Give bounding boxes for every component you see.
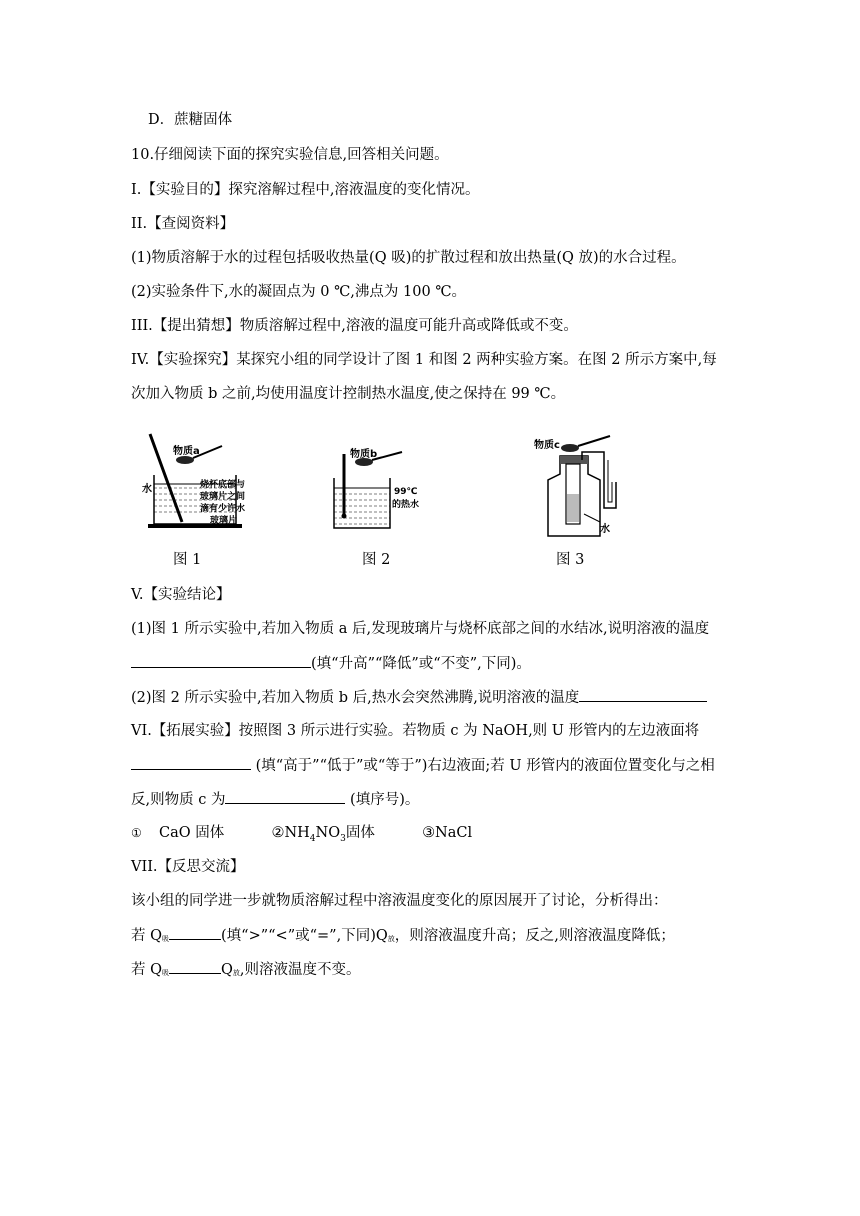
conclusion-1-line-2: (填“升高”“降低”或“不变”,下同)。 <box>131 653 531 674</box>
fig1-label-note-1: 烧杯底部与 <box>200 480 246 490</box>
figure-1-diagram <box>140 430 280 530</box>
fig1-label-substance: 物质a <box>173 446 200 457</box>
answer-blank-1[interactable] <box>131 653 311 668</box>
section-extension-line-2: (填“高于”“低于”或“等于”)右边液面;若 U 形管内的液面位置变化与之相 <box>131 755 715 776</box>
fig1-label-note-2: 玻璃片之间 <box>200 492 246 502</box>
option-1-mark: ① <box>131 826 142 840</box>
fig1-label-glass: 玻璃片 <box>210 516 238 526</box>
answer-blank-4[interactable] <box>225 789 345 804</box>
figure-2-diagram <box>330 440 430 535</box>
section-exploration-line-2: 次加入物质 b 之前,均使用温度计控制热水温度,使之保持在 99 ℃。 <box>131 386 566 402</box>
section-materials-heading: II.【查阅资料】 <box>131 216 235 232</box>
figure-3-diagram <box>530 430 640 540</box>
section-exploration-line-1: IV.【实验探究】某探究小组的同学设计了图 1 和图 2 两种实验方案。在图 2 所示方案中,每 <box>131 352 717 368</box>
fig1-label-water: 水 <box>142 484 152 495</box>
materials-item-1: (1)物质溶解于水的过程包括吸收热量(Q 吸)的扩散过程和放出热量(Q 放)的水合过程。 <box>131 250 686 266</box>
section-hypothesis: III.【提出猜想】物质溶解过程中,溶液的温度可能升高或降低或不变。 <box>131 318 578 334</box>
figure-3-caption: 图 3 <box>556 552 585 568</box>
fig2-label-substance: 物质b <box>350 449 378 460</box>
fig2-label-hotwater: 的热水 <box>392 500 420 510</box>
fig1-label-note-3: 滴有少许水 <box>200 504 246 514</box>
option-2: $②NH_4NO_3$固体 <box>271 825 375 844</box>
answer-blank-5[interactable] <box>169 925 221 940</box>
figure-1-caption: 图 1 <box>173 552 202 568</box>
reflection-line-3: 若 $Q_吸$ $Q_放$,则溶液温度不变。 <box>131 959 361 983</box>
section-purpose: I.【实验目的】探究溶解过程中,溶液温度的变化情况。 <box>131 182 480 198</box>
option-1: CaO 固体 <box>158 825 225 841</box>
section-conclusion-heading: V.【实验结论】 <box>131 587 231 603</box>
conclusion-2: (2)图 2 所示实验中,若加入物质 b 后,热水会突然沸腾,说明溶液的温度 <box>131 687 707 708</box>
reflection-line-1: 该小组的同学进一步就物质溶解过程中溶液温度变化的原因展开了讨论，分析得出： <box>131 893 668 909</box>
section-extension-line-1: VI.【拓展实验】按照图 3 所示进行实验。若物质 c 为 NaOH,则 U 形管内的左边液面将 <box>131 723 700 739</box>
fig3-label-substance: 物质c <box>534 440 560 451</box>
question-10-intro: 10.仔细阅读下面的探究实验信息,回答相关问题。 <box>131 147 449 163</box>
section-reflection-heading: VII.【反思交流】 <box>131 859 245 875</box>
figure-2-caption: 图 2 <box>362 552 391 568</box>
answer-blank-3[interactable] <box>131 755 251 770</box>
answer-blank-6[interactable] <box>169 959 221 974</box>
fig2-label-temp: 99℃ <box>394 487 418 497</box>
fig3-label-water: 水 <box>600 524 610 535</box>
materials-item-2: (2)实验条件下,水的凝固点为 0 ℃,沸点为 100 ℃。 <box>131 284 467 300</box>
options-row <box>131 823 472 849</box>
answer-blank-2[interactable] <box>579 687 707 702</box>
option-d: D．蔗糖固体 <box>148 112 233 128</box>
reflection-line-2: 若 $Q_吸$ (填“>”“<”或“=”,下同)$Q_放$，则溶液温度升高；反之,则溶液温度降低； <box>131 925 675 949</box>
option-3: ③NaCl <box>422 825 473 841</box>
section-extension-line-3: 反,则物质 c 为 (填序号)。 <box>131 789 419 810</box>
conclusion-1-line-1: (1)图 1 所示实验中,若加入物质 a 后,发现玻璃片与烧杯底部之间的水结冰,说明溶液的温度 <box>131 621 710 637</box>
